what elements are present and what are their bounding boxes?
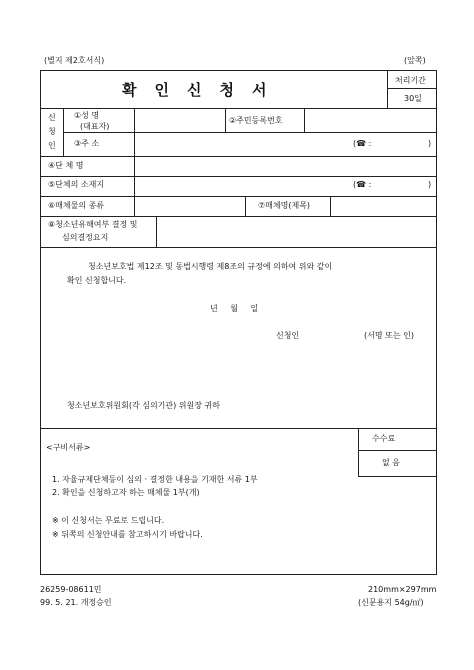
document-item: 1. 자율규제단체등이 심의 · 결정한 내용을 기재한 서류 1부: [52, 475, 258, 484]
address-label: ③주 소: [74, 139, 100, 148]
statement-line-1: 청소년보호법 제12조 및 동법시행령 제8조의 규정에 의하여 위와 같이: [88, 262, 333, 271]
fee-value: 없 음: [382, 458, 400, 467]
note-item: ※ 이 신청서는 무료로 드립니다.: [52, 516, 165, 525]
paper-size: 210mm×297mm: [368, 585, 437, 594]
applicant-char: 신: [48, 113, 56, 122]
note-item: ※ 뒤쪽의 신청안내를 참고하시기 바랍니다.: [52, 530, 203, 539]
media-type-label: ⑥매체물의 종류: [48, 201, 105, 210]
document-item: 2. 확인을 신청하고자 하는 매체물 1부(개): [52, 488, 200, 497]
divider: [40, 156, 437, 157]
divider: [40, 196, 437, 197]
phone-field-2: [353, 181, 371, 189]
divider: [330, 196, 331, 216]
divider: [156, 216, 157, 247]
documents-heading: <구비서류>: [46, 443, 91, 452]
divider: [358, 476, 437, 477]
form-number: (별지 제2호서식): [44, 56, 105, 65]
signature-label: (서명 또는 인): [364, 331, 414, 340]
phone-close: ): [428, 139, 432, 148]
media-name-label: ⑦매체명(제목): [258, 201, 311, 210]
divider: [387, 88, 437, 89]
divider: [304, 108, 305, 132]
rrn-label: ②주민등록번호: [229, 116, 283, 125]
divider: [40, 176, 437, 177]
divider: [245, 196, 246, 216]
org-name-label: ④단 체 명: [48, 161, 84, 170]
applicant-char: 청: [48, 127, 56, 136]
divider: [40, 108, 437, 109]
applicant-char: 인: [48, 141, 56, 150]
form-frame: [40, 70, 437, 575]
form-code: 26259-08611민: [40, 585, 102, 594]
approval-date: 99. 5. 21. 개정승인: [40, 598, 112, 607]
divider: [358, 450, 437, 451]
paper-type: (신문용지 54g/㎡): [358, 598, 424, 607]
harmful-label-2: 심의결정요지: [62, 233, 109, 242]
divider: [134, 156, 135, 216]
phone-icon: (☎ :: [353, 139, 372, 148]
fee-label: 수수료: [372, 434, 396, 443]
processing-period-label: 처리기간: [395, 76, 426, 85]
harmful-label: ⑧청소년유해여부 결정 및: [48, 220, 138, 229]
divider: [40, 216, 437, 217]
divider: [40, 247, 437, 248]
processing-period-value: 30일: [404, 94, 422, 103]
divider: [63, 132, 437, 133]
divider: [225, 108, 226, 132]
form-title: 확인신청서: [122, 81, 285, 99]
addressee: 청소년보호위원회(각 심의기관) 위원장 귀하: [67, 401, 220, 410]
date-line: 년 월 일: [210, 304, 259, 313]
side-label: (앞쪽): [404, 56, 426, 65]
divider: [358, 428, 359, 476]
representative-label: (대표자): [80, 122, 110, 131]
phone-close: ): [428, 180, 432, 189]
phone-icon: (☎ :: [353, 180, 372, 189]
name-label: ①성 명: [74, 111, 100, 120]
applicant-sign-label: 신청인: [276, 331, 300, 340]
divider: [40, 428, 437, 429]
phone-field: [353, 140, 371, 148]
statement-line-2: 확인 신청합니다.: [67, 276, 127, 285]
divider: [387, 70, 388, 108]
org-address-label: ⑤단체의 소재지: [48, 180, 105, 189]
